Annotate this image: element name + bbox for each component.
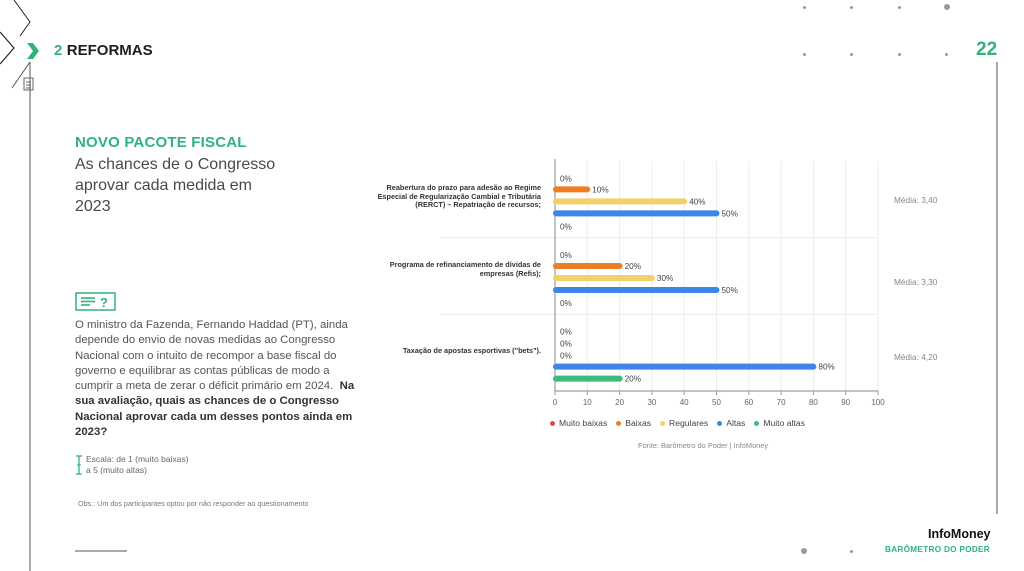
question-context: O ministro da Fazenda, Fernando Haddad (PT), ainda depende do envio de novas medidas ao Congresso Nacional com o intuito de recompor a base fiscal do governo e equilibrar as contas públicas de modo a cumprir a meta de zerar o déficit primário em 2024. (75, 319, 348, 393)
chart-source: Fonte: Barômetro do Poder | InfoMoney (638, 441, 769, 450)
data-label: 0% (560, 351, 572, 361)
data-label: 20% (624, 374, 641, 384)
scale-line-1: Escala: de 1 (muito baixas) (86, 454, 189, 464)
decor-dot (850, 6, 853, 9)
data-label: 0% (560, 327, 572, 337)
x-tick-label: 40 (679, 398, 689, 407)
data-label: 40% (689, 197, 706, 207)
average-rerct: Média: 3,40 (894, 195, 938, 205)
brand-logo: InfoMoney (928, 527, 991, 541)
x-tick-label: 20 (615, 398, 625, 407)
x-tick-label: 60 (744, 398, 754, 407)
legend-swatch (550, 421, 555, 426)
legend-swatch (717, 421, 722, 426)
svg-text:?: ? (100, 295, 108, 310)
decor-dot (801, 548, 807, 554)
data-label: 0% (560, 339, 572, 349)
data-label: 50% (721, 209, 738, 219)
page-number: 22 (976, 39, 998, 60)
document-icon (23, 77, 35, 91)
x-tick-label: 50 (712, 398, 721, 407)
x-tick-label: 100 (871, 398, 885, 407)
data-label: 10% (592, 185, 609, 195)
scale-legend (86, 454, 189, 476)
legend-label: Baixas (625, 418, 652, 428)
category-label-rerct: Reabertura do prazo para adesão ao Regime Especial de Regularização Cambial e Tributária (RERCT) – Repatriação de recursos; (377, 183, 541, 210)
chart-subtitle: As chances de o Congresso aprovar cada medida em 2023 (75, 156, 276, 215)
data-label: 0% (560, 299, 572, 308)
data-label: 80% (818, 362, 835, 372)
right-rule (990, 62, 1002, 517)
x-tick-label: 0 (552, 398, 558, 407)
question-body (75, 318, 365, 440)
section-header (54, 42, 153, 60)
chevron-outline-icon (0, 32, 14, 64)
average-refis: Média: 3,30 (894, 277, 938, 287)
data-label: 30% (656, 274, 674, 283)
brand-subtitle: BARÔMETRO DO PODER (885, 545, 991, 554)
section-title: REFORMAS (66, 42, 153, 59)
chart-legend (550, 418, 805, 428)
legend-swatch (660, 421, 665, 426)
decor-dot (803, 53, 806, 56)
category-label-refis: Programa de refinanciamento de dívidas de empresas (Refis); (389, 260, 541, 278)
footer-rule (75, 548, 129, 554)
data-label: 0% (560, 222, 572, 232)
observation-note: Obs.: Um dos participantes optou por não responder ao questionamento (78, 499, 309, 508)
legend-item (616, 418, 651, 428)
chevron-right-icon (27, 43, 39, 59)
legend-label: Altas (726, 418, 746, 428)
legend-label: Muito baixas (559, 418, 608, 428)
legend-item (660, 418, 708, 428)
question-card-icon (75, 292, 117, 312)
question-prompt: Na sua avaliação, quais as chances de o Congresso Nacional aprovar cada um desses pontos ainda em 2023? (75, 380, 355, 439)
decor-dot (944, 4, 950, 10)
bar-chart (440, 155, 890, 410)
data-label: 50% (721, 286, 738, 295)
section-number: 2 (54, 42, 63, 59)
decor-dot (945, 53, 948, 56)
scale-icon (76, 455, 82, 475)
decor-dot (898, 53, 901, 56)
x-tick-label: 30 (647, 398, 657, 407)
x-tick-label: 10 (582, 398, 592, 407)
legend-swatch (754, 421, 759, 426)
data-label: 20% (624, 262, 641, 271)
legend-label: Regulares (669, 418, 709, 428)
legend-item (754, 418, 805, 428)
decor-dot (898, 6, 901, 9)
decor-dot (850, 53, 853, 56)
legend-item (550, 418, 607, 428)
data-label: 0% (560, 251, 572, 260)
kicker-title: NOVO PACOTE FISCAL (75, 134, 247, 151)
decor-dot (803, 6, 806, 9)
scale-line-2: a 5 (muito altas) (86, 465, 147, 475)
legend-label: Muito altas (763, 418, 805, 428)
x-tick-label: 90 (841, 398, 851, 407)
legend-swatch (616, 421, 621, 426)
data-label: 0% (560, 174, 572, 184)
legend-item (717, 418, 745, 428)
decor-dot (850, 550, 853, 553)
average-bets: Média: 4,20 (894, 352, 938, 362)
category-label-bets: Taxação de apostas esportivas ("bets"). (402, 346, 541, 355)
x-tick-label: 70 (776, 398, 786, 407)
x-tick-label: 80 (808, 398, 818, 407)
